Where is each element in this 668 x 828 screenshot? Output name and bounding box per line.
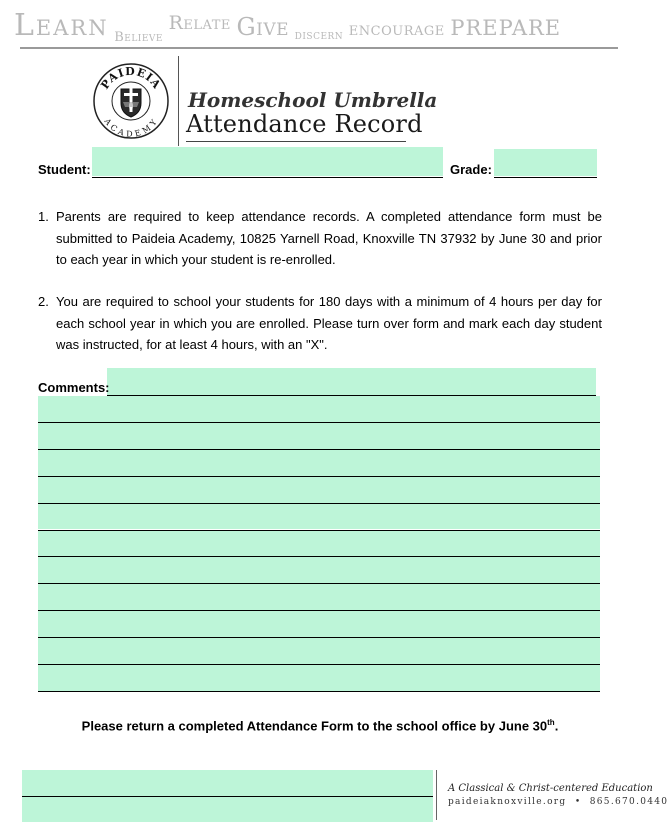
academy-seal-logo	[92, 62, 170, 140]
school-contact	[448, 797, 668, 807]
school-website: paideiaknoxville.org	[448, 797, 567, 807]
page-title: Attendance Record	[186, 110, 423, 138]
instruction-text: Parents are required to keep attendance records. A completed attendance form must be submitted to Paideia Academy, 10825 Yarnell Road, Knoxville TN 37932 by June 30 and prior to each year in which your student is re-enrolled.	[56, 209, 602, 267]
banner-word: encourage	[348, 19, 445, 40]
school-phone: 865.670.0440	[589, 797, 668, 807]
instruction-number: 2.	[38, 294, 49, 309]
comment-line-input[interactable]	[38, 477, 600, 503]
comment-line-input[interactable]	[38, 611, 600, 637]
comment-line	[38, 691, 600, 692]
banner-word: discern	[294, 28, 344, 43]
footer-divider	[436, 770, 437, 820]
instruction-number: 1.	[38, 209, 49, 224]
grade-line	[494, 177, 597, 178]
comment-line-input[interactable]	[38, 557, 600, 583]
seal-text-top: PAIDEIA	[98, 64, 164, 92]
comment-line-input[interactable]	[38, 531, 600, 557]
instruction-item	[38, 291, 602, 356]
instruction-text: You are required to school your students for 180 days with a minimum of 4 hours per day for each school year in which you are enrolled. Please turn over form and mark each day student was instructed, for at least 4 hours, with an "X".	[56, 294, 602, 352]
signature-line	[22, 796, 433, 797]
banner-divider	[20, 47, 618, 49]
comments-first-line-input[interactable]	[107, 368, 596, 395]
banner-word: Give	[236, 13, 290, 41]
return-note-suffix: th	[547, 718, 555, 727]
seal-text-bottom: ACADEMY	[102, 116, 160, 139]
grade-input[interactable]	[494, 149, 597, 176]
contact-separator: •	[574, 797, 582, 807]
instruction-item	[38, 206, 602, 271]
comment-line-input[interactable]	[38, 665, 600, 691]
student-label: Student:	[38, 162, 91, 177]
return-note-text: Please return a completed Attendance Form to the school office by June 30	[81, 718, 548, 734]
page-subtitle: Homeschool Umbrella	[188, 88, 438, 112]
banner-word: prepare	[450, 8, 562, 43]
comment-line-input[interactable]	[38, 396, 600, 422]
title-underline	[186, 141, 406, 142]
banner-word: Learn	[14, 8, 109, 43]
school-tagline: A Classical & Christ-centered Education	[448, 783, 653, 794]
banner-word: Believe	[114, 30, 163, 45]
return-instructions	[0, 718, 640, 733]
comments-label: Comments:	[38, 380, 110, 395]
comment-line-input[interactable]	[38, 638, 600, 664]
comment-line-input[interactable]	[38, 423, 600, 449]
comment-line-input[interactable]	[38, 584, 600, 610]
values-banner	[14, 8, 620, 48]
grade-label: Grade:	[450, 162, 492, 177]
banner-word: Relate	[168, 12, 231, 34]
academy-seal-icon	[92, 62, 170, 140]
student-input[interactable]	[92, 147, 443, 176]
student-line	[92, 177, 443, 178]
comment-line-input[interactable]	[38, 504, 600, 530]
return-note-end: .	[554, 718, 559, 734]
comment-line-input[interactable]	[38, 450, 600, 476]
header-divider	[178, 56, 179, 146]
